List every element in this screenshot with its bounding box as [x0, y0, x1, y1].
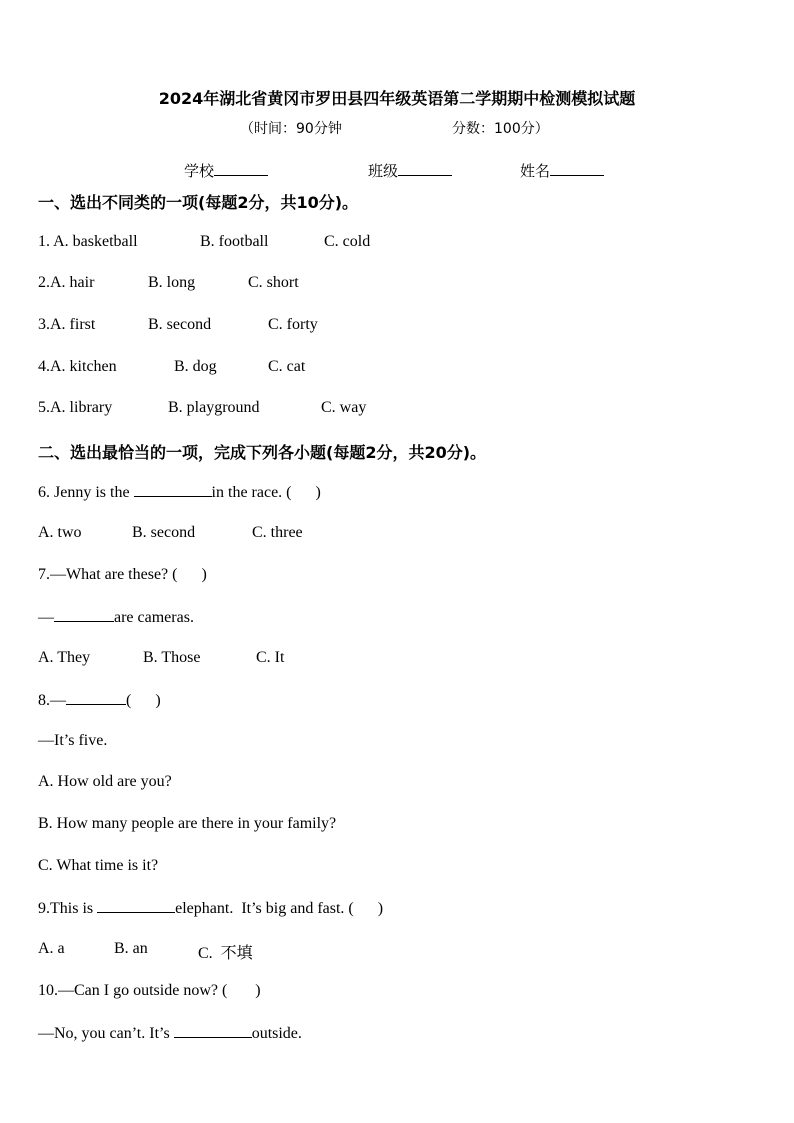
q6-option-b: B. second — [132, 524, 196, 541]
school-label: 学校 — [184, 162, 215, 180]
school-blank[interactable] — [214, 161, 268, 176]
total-score: 分数：100分） — [452, 121, 549, 137]
question-10: 10.—Can I go outside now? ( ) — [38, 982, 261, 999]
q7-option-b: B. Those — [143, 649, 201, 666]
q2-option-a: 2.A. hair — [38, 274, 95, 291]
q8-reply: —It’s five. — [38, 732, 108, 749]
q9-option-b: B. an — [114, 940, 148, 957]
q2-option-b: B. long — [148, 274, 196, 291]
q3-option-b: B. second — [148, 316, 212, 333]
q5-option-b: B. playground — [168, 399, 260, 416]
q6-stem-start: 6. Jenny is the — [38, 484, 134, 501]
class-field[interactable] — [368, 160, 452, 181]
q1-option-a: 1. A. basketball — [38, 233, 138, 250]
q7-option-c: C. It — [256, 649, 285, 666]
question-4 — [38, 358, 117, 376]
question-5 — [38, 399, 112, 417]
name-blank[interactable] — [550, 161, 604, 176]
q8-answer-blank[interactable] — [66, 690, 126, 705]
q8-stem-end: ( ) — [126, 692, 161, 709]
q8-option-b: B. How many people are there in your family? — [38, 815, 337, 832]
q8-option-a: A. How old are you? — [38, 773, 172, 790]
q3-option-c: C. forty — [268, 316, 318, 333]
school-field[interactable] — [184, 160, 268, 181]
q10-reply-end: outside. — [251, 1025, 302, 1042]
q10-reply — [38, 1023, 302, 1043]
q9-stem-start: 9.This is — [38, 900, 98, 917]
q3-option-a: 3.A. first — [38, 316, 96, 333]
class-label: 班级 — [368, 162, 399, 180]
q7-option-a: A. They — [38, 649, 91, 666]
q5-option-a: 5.A. library — [38, 399, 113, 416]
q10-answer-blank[interactable] — [174, 1023, 252, 1038]
q1-option-b: B. football — [200, 233, 269, 250]
q6-answer-blank[interactable] — [134, 482, 212, 497]
section-2-heading: 二、选出最恰当的一项，完成下列各小题(每题2分，共20分)。 — [38, 443, 487, 462]
q7-reply: — are cameras. — [38, 609, 194, 626]
q6-option-c: C. three — [252, 524, 303, 541]
q9-stem-end: elephant. It’s big and fast. ( ) — [175, 900, 384, 917]
name-label: 姓名 — [520, 162, 551, 180]
q6-option-a: A. two — [38, 524, 82, 541]
question-9 — [38, 898, 383, 918]
class-blank[interactable] — [398, 161, 452, 176]
q9-option-c: C. 不填 — [198, 945, 253, 962]
time-limit: （时间：90分钟 — [240, 121, 342, 137]
q9-answer-blank[interactable] — [97, 898, 175, 913]
q4-option-c: C. cat — [268, 358, 306, 375]
q9-option-a: A. a — [38, 940, 65, 957]
q8-option-c: C. What time is it? — [38, 857, 159, 874]
section-1-heading: 一、选出不同类的一项(每题2分，共10分)。 — [38, 193, 359, 212]
q4-option-a: 4.A. kitchen — [38, 358, 117, 375]
question-6 — [38, 482, 321, 502]
q4-option-b: B. dog — [174, 358, 217, 375]
question-1 — [38, 233, 138, 251]
q7-reply-text: are cameras. — [114, 609, 194, 626]
q2-option-c: C. short — [248, 274, 299, 291]
q6-stem-end: in the race. ( ) — [211, 484, 321, 501]
q7-answer-blank[interactable] — [54, 607, 114, 622]
question-3 — [38, 316, 95, 334]
question-7: 7.—What are these? ( ) — [38, 566, 207, 583]
question-8: 8.— ( ) — [38, 692, 161, 709]
exam-title: 2024年湖北省黄冈市罗田县四年级英语第二学期期中检测模拟试题 — [158, 89, 636, 108]
q5-option-c: C. way — [321, 399, 367, 416]
name-field[interactable] — [520, 160, 604, 181]
question-2 — [38, 274, 94, 292]
q1-option-c: C. cold — [324, 233, 371, 250]
q10-reply-start: —No, you can’t. It’s — [38, 1025, 174, 1042]
